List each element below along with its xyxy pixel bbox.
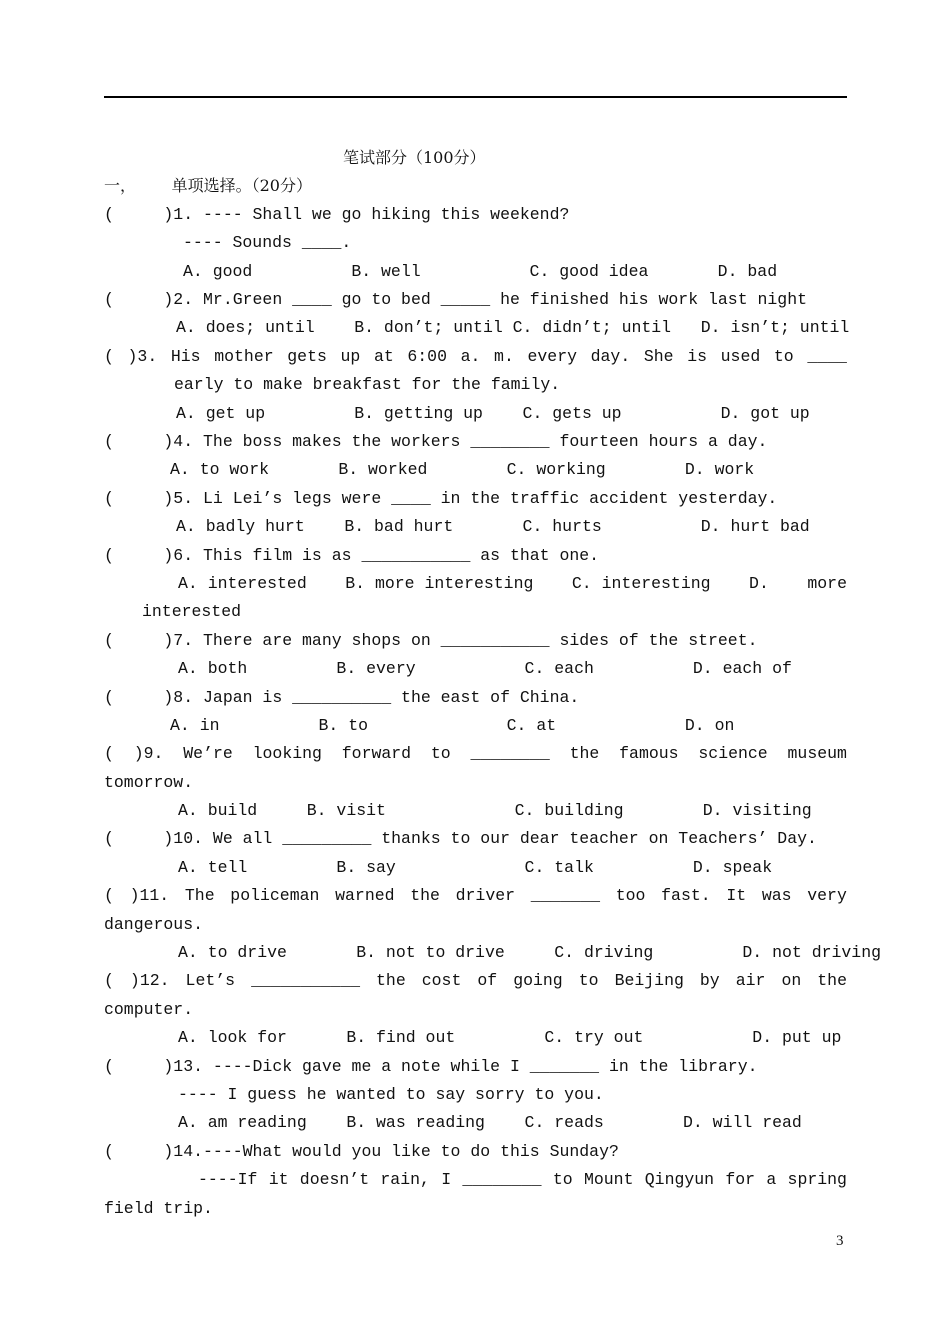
- word: a.: [460, 347, 481, 366]
- word: was: [761, 886, 792, 905]
- question-9-options: A. build B. visit C. building D. visiting: [178, 801, 812, 820]
- word: _______: [530, 886, 601, 905]
- question-6-options-continued: interested: [142, 602, 242, 621]
- question-3-options: A. get up B. getting up C. gets up D. got up: [176, 404, 810, 423]
- page-number: 3: [836, 1233, 844, 1249]
- word: famous: [619, 744, 679, 763]
- word: too: [615, 886, 646, 905]
- question-10-options: A. tell B. say C. talk D. speak: [178, 858, 773, 877]
- word: a: [766, 1170, 777, 1189]
- word: used: [720, 347, 761, 366]
- word: by: [699, 971, 720, 990]
- question-11-continued: dangerous.: [104, 915, 204, 934]
- word: for: [725, 1170, 756, 1189]
- word: (: [104, 347, 114, 366]
- word: every: [527, 347, 577, 366]
- word: day.: [590, 347, 631, 366]
- question-2: ( )2. Mr.Green ____ go to bed _____ he finished his work last night: [104, 290, 808, 309]
- word: gets: [287, 347, 327, 366]
- word: warned: [335, 886, 395, 905]
- word: rain,: [380, 1170, 430, 1189]
- word: doesn’t: [299, 1170, 370, 1189]
- question-12: [104, 971, 847, 991]
- word: is: [687, 347, 708, 366]
- word: to: [773, 347, 794, 366]
- option: A. interested: [178, 574, 307, 593]
- header-rule: [104, 96, 847, 98]
- word: the: [817, 971, 847, 990]
- word: We’re: [183, 744, 233, 763]
- question-6-options: [178, 574, 847, 594]
- question-5-options: A. badly hurt B. bad hurt C. hurts D. hurt bad: [176, 517, 810, 536]
- part-heading: 一， 单项选择。（20分）: [104, 176, 312, 195]
- word: (: [104, 744, 114, 763]
- word: going: [513, 971, 563, 990]
- question-4-options: A. to work B. worked C. working D. work: [170, 460, 755, 479]
- word: up: [340, 347, 361, 366]
- word: looking: [252, 744, 322, 763]
- word: Mount: [583, 1170, 634, 1189]
- word: ----If: [198, 1170, 258, 1189]
- option: B. more interesting: [345, 574, 534, 593]
- question-14-continued: field trip.: [104, 1199, 213, 1218]
- word: I: [441, 1170, 452, 1189]
- word: air: [735, 971, 766, 990]
- word: ________: [462, 1170, 542, 1189]
- question-13-reply: ---- I guess he wanted to say sorry to you.: [178, 1085, 604, 1104]
- word: ____: [807, 347, 847, 366]
- question-9: [104, 744, 847, 764]
- question-11: [104, 886, 847, 906]
- word: Let’s: [185, 971, 236, 990]
- word: the: [410, 886, 440, 905]
- question-8: ( )8. Japan is __________ the east of China.: [104, 688, 580, 707]
- word: on: [781, 971, 802, 990]
- word: to: [578, 971, 599, 990]
- word: to: [430, 744, 451, 763]
- word: She: [643, 347, 674, 366]
- word: Qingyun: [644, 1170, 715, 1189]
- word: to: [552, 1170, 573, 1189]
- word: museum: [787, 744, 847, 763]
- word: )11.: [129, 886, 170, 905]
- word: )12.: [129, 971, 170, 990]
- word: science: [698, 744, 768, 763]
- word: of: [477, 971, 498, 990]
- word: it: [268, 1170, 289, 1189]
- word: It: [726, 886, 747, 905]
- word: very: [807, 886, 847, 905]
- word: fast.: [661, 886, 711, 905]
- word: at: [373, 347, 394, 366]
- word: )3.: [127, 347, 158, 366]
- word: forward: [341, 744, 412, 763]
- question-7: ( )7. There are many shops on ___________ sides of the street.: [104, 631, 758, 650]
- word: cost: [421, 971, 462, 990]
- word: driver: [455, 886, 516, 905]
- word: policeman: [230, 886, 320, 905]
- option: more: [807, 574, 847, 593]
- question-11-options: A. to drive B. not to drive C. driving D. not driving: [178, 943, 882, 962]
- word: His: [170, 347, 201, 366]
- question-12-continued: computer.: [104, 1000, 194, 1019]
- question-4: ( )4. The boss makes the workers ________ fourteen hours a day.: [104, 432, 768, 451]
- word: m.: [494, 347, 514, 366]
- question-12-options: A. look for B. find out C. try out D. put up: [178, 1028, 842, 1047]
- word: (: [104, 886, 114, 905]
- question-8-options: A. in B. to C. at D. on: [170, 716, 735, 735]
- question-14: ( )14.----What would you like to do this Sunday?: [104, 1142, 619, 1161]
- question-14-reply: [198, 1170, 847, 1190]
- question-13: ( )13. ----Dick gave me a note while I _______ in the library.: [104, 1057, 758, 1076]
- word: Beijing: [614, 971, 684, 990]
- question-2-options: A. does; until B. don’t; until C. didn’t; until D. isn’t; until: [176, 318, 850, 337]
- word: (: [104, 971, 114, 990]
- question-1-options: A. good B. well C. good idea D. bad: [183, 262, 778, 281]
- question-13-options: A. am reading B. was reading C. reads D. will read: [178, 1113, 802, 1132]
- word: the: [569, 744, 600, 763]
- question-10: ( )10. We all _________ thanks to our dear teacher on Teachers’ Day.: [104, 829, 817, 848]
- word: ________: [470, 744, 550, 763]
- section-title: 笔试部分（100分）: [343, 148, 486, 167]
- question-6: ( )6. This film is as ___________ as that one.: [104, 546, 600, 565]
- word: 6:00: [407, 347, 447, 366]
- question-3: [104, 347, 847, 367]
- word: spring: [787, 1170, 847, 1189]
- question-9-continued: tomorrow.: [104, 773, 194, 792]
- question-7-options: A. both B. every C. each D. each of: [178, 659, 792, 678]
- word: the: [376, 971, 406, 990]
- word: mother: [214, 347, 274, 366]
- question-1: ( )1. ---- Shall we go hiking this weekend?: [104, 205, 570, 224]
- question-1-reply: ---- Sounds ____.: [183, 233, 352, 252]
- question-3-continued: early to make breakfast for the family.: [174, 375, 561, 394]
- word: ___________: [251, 971, 360, 990]
- word: The: [184, 886, 215, 905]
- question-5: ( )5. Li Lei’s legs were ____ in the traffic accident yesterday.: [104, 489, 778, 508]
- word: )9.: [133, 744, 164, 763]
- option: D.: [749, 574, 769, 593]
- option: C. interesting: [571, 574, 711, 593]
